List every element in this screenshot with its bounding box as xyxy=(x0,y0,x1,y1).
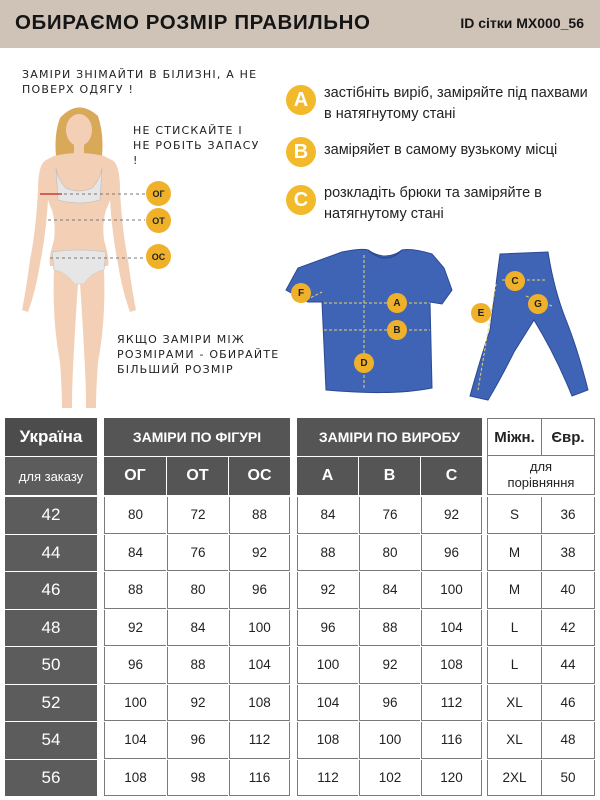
step-a-text: застібніть виріб, заміряйте під пахвами в натягнутому стані xyxy=(324,85,588,122)
page-title: ОБИРАЄМО РОЗМІР ПРАВИЛЬНО xyxy=(15,11,371,34)
step-b-text: заміряйет в самому вузькому місці xyxy=(324,142,558,158)
underwear-instruction: ЗАМІРИ ЗНІМАЙТИ В БІЛИЗНІ, А НЕ ПОВЕРХ ОДЯГУ ! xyxy=(22,68,258,96)
chest-cell: 88 xyxy=(104,572,166,609)
hips-marker-badge: ОС xyxy=(146,244,171,269)
garment-c-cell: 108 xyxy=(421,647,482,684)
eu-size-cell: 46 xyxy=(541,685,595,722)
waist-cell: 72 xyxy=(167,497,228,534)
waist-cell: 98 xyxy=(167,760,228,797)
col-header-ot: ОТ xyxy=(167,457,228,495)
intl-size-cell: S xyxy=(487,497,541,534)
garment-c-cell: 96 xyxy=(421,535,482,572)
col-header-og: ОГ xyxy=(104,457,166,495)
intl-size-cell: XL xyxy=(487,685,541,722)
col-header-c: C xyxy=(421,457,482,495)
eu-size-cell: 40 xyxy=(541,572,595,609)
chest-cell: 96 xyxy=(104,647,166,684)
eu-size-cell: 50 xyxy=(541,760,595,797)
garment-a-cell: 104 xyxy=(297,685,358,722)
garment-a-cell: 100 xyxy=(297,647,358,684)
garment-b-cell: 100 xyxy=(359,722,420,759)
eu-size-cell: 48 xyxy=(541,722,595,759)
intl-size-cell: 2XL xyxy=(487,760,541,797)
ukraine-header: Україна xyxy=(5,418,97,456)
chest-cell: 84 xyxy=(104,535,166,572)
garment-b-cell: 92 xyxy=(359,647,420,684)
hips-cell: 88 xyxy=(229,497,290,534)
header-bar xyxy=(0,0,600,48)
ukraine-size-cell: 44 xyxy=(5,535,97,572)
step-b-badge: B xyxy=(286,137,316,167)
col-header-os: ОС xyxy=(229,457,290,495)
chest-marker-badge: ОГ xyxy=(146,181,171,206)
pants-marker-c: C xyxy=(505,271,525,291)
step-a-badge: A xyxy=(286,85,316,115)
ukraine-subheader: для заказу xyxy=(5,457,97,495)
intl-size-cell: L xyxy=(487,610,541,647)
waist-cell: 92 xyxy=(167,685,228,722)
garment-a-cell: 108 xyxy=(297,722,358,759)
chest-cell: 92 xyxy=(104,610,166,647)
ukraine-size-cell: 52 xyxy=(5,685,97,722)
chest-cell: 108 xyxy=(104,760,166,797)
chest-cell: 100 xyxy=(104,685,166,722)
body-figure-illustration xyxy=(0,100,160,415)
hips-cell: 92 xyxy=(229,535,290,572)
shirt-marker-d: D xyxy=(354,353,374,373)
hips-cell: 100 xyxy=(229,610,290,647)
compare-subheader: для порівняння xyxy=(487,456,595,495)
eu-size-cell: 36 xyxy=(541,497,595,534)
garment-measurements-header: ЗАМІРИ ПО ВИРОБУ xyxy=(297,418,482,456)
step-c-badge: C xyxy=(286,185,316,215)
garment-b-cell: 96 xyxy=(359,685,420,722)
garment-c-cell: 116 xyxy=(421,722,482,759)
ukraine-size-cell: 48 xyxy=(5,610,97,647)
shirt-marker-b: B xyxy=(387,320,407,340)
waist-cell: 88 xyxy=(167,647,228,684)
garment-a-cell: 84 xyxy=(297,497,358,534)
waist-cell: 96 xyxy=(167,722,228,759)
between-sizes-instruction: ЯКЩО ЗАМІРИ МІЖ РОЗМІРАМИ - ОБИРАЙТЕ БІЛЬШИЙ РОЗМІР xyxy=(117,333,280,376)
col-header-b: B xyxy=(359,457,420,495)
garment-a-cell: 112 xyxy=(297,760,358,797)
garment-b-cell: 76 xyxy=(359,497,420,534)
intl-header: Міжн. xyxy=(487,418,541,456)
col-header-a: A xyxy=(297,457,358,495)
ukraine-size-cell: 54 xyxy=(5,722,97,759)
hips-cell: 116 xyxy=(229,760,290,797)
garment-a-cell: 88 xyxy=(297,535,358,572)
eu-header: Євр. xyxy=(541,418,595,456)
waist-marker-badge: ОТ xyxy=(146,208,171,233)
garment-b-cell: 88 xyxy=(359,610,420,647)
pants-marker-e: E xyxy=(471,303,491,323)
garment-c-cell: 112 xyxy=(421,685,482,722)
garment-a-cell: 96 xyxy=(297,610,358,647)
ukraine-size-cell: 56 xyxy=(5,760,97,797)
waist-cell: 80 xyxy=(167,572,228,609)
ukraine-size-cell: 42 xyxy=(5,497,97,534)
step-c-text: розкладіть брюки та заміряйте в натягнутому стані xyxy=(324,185,542,222)
eu-size-cell: 38 xyxy=(541,535,595,572)
garment-c-cell: 120 xyxy=(421,760,482,797)
chest-cell: 80 xyxy=(104,497,166,534)
garment-c-cell: 92 xyxy=(421,497,482,534)
waist-cell: 76 xyxy=(167,535,228,572)
garment-c-cell: 104 xyxy=(421,610,482,647)
shirt-marker-a: A xyxy=(387,293,407,313)
intl-size-cell: XL xyxy=(487,722,541,759)
eu-size-cell: 44 xyxy=(541,647,595,684)
body-measurements-header: ЗАМІРИ ПО ФІГУРІ xyxy=(104,418,290,456)
hips-cell: 108 xyxy=(229,685,290,722)
shirt-marker-f: F xyxy=(291,283,311,303)
ukraine-size-cell: 46 xyxy=(5,572,97,609)
garment-b-cell: 84 xyxy=(359,572,420,609)
ukraine-size-cell: 50 xyxy=(5,647,97,684)
chest-cell: 104 xyxy=(104,722,166,759)
no-squeeze-instruction: НЕ СТИСКАЙТЕ І НЕ РОБІТЬ ЗАПАСУ ! xyxy=(133,124,260,167)
garment-c-cell: 100 xyxy=(421,572,482,609)
intl-size-cell: M xyxy=(487,572,541,609)
waist-cell: 84 xyxy=(167,610,228,647)
garment-b-cell: 80 xyxy=(359,535,420,572)
garment-a-cell: 92 xyxy=(297,572,358,609)
hips-cell: 112 xyxy=(229,722,290,759)
hips-cell: 96 xyxy=(229,572,290,609)
eu-size-cell: 42 xyxy=(541,610,595,647)
pants-marker-g: G xyxy=(528,294,548,314)
intl-size-cell: L xyxy=(487,647,541,684)
intl-size-cell: M xyxy=(487,535,541,572)
garment-illustration xyxy=(282,240,594,415)
grid-id-label: ID сітки МХ000_56 xyxy=(460,15,584,31)
garment-b-cell: 102 xyxy=(359,760,420,797)
hips-cell: 104 xyxy=(229,647,290,684)
